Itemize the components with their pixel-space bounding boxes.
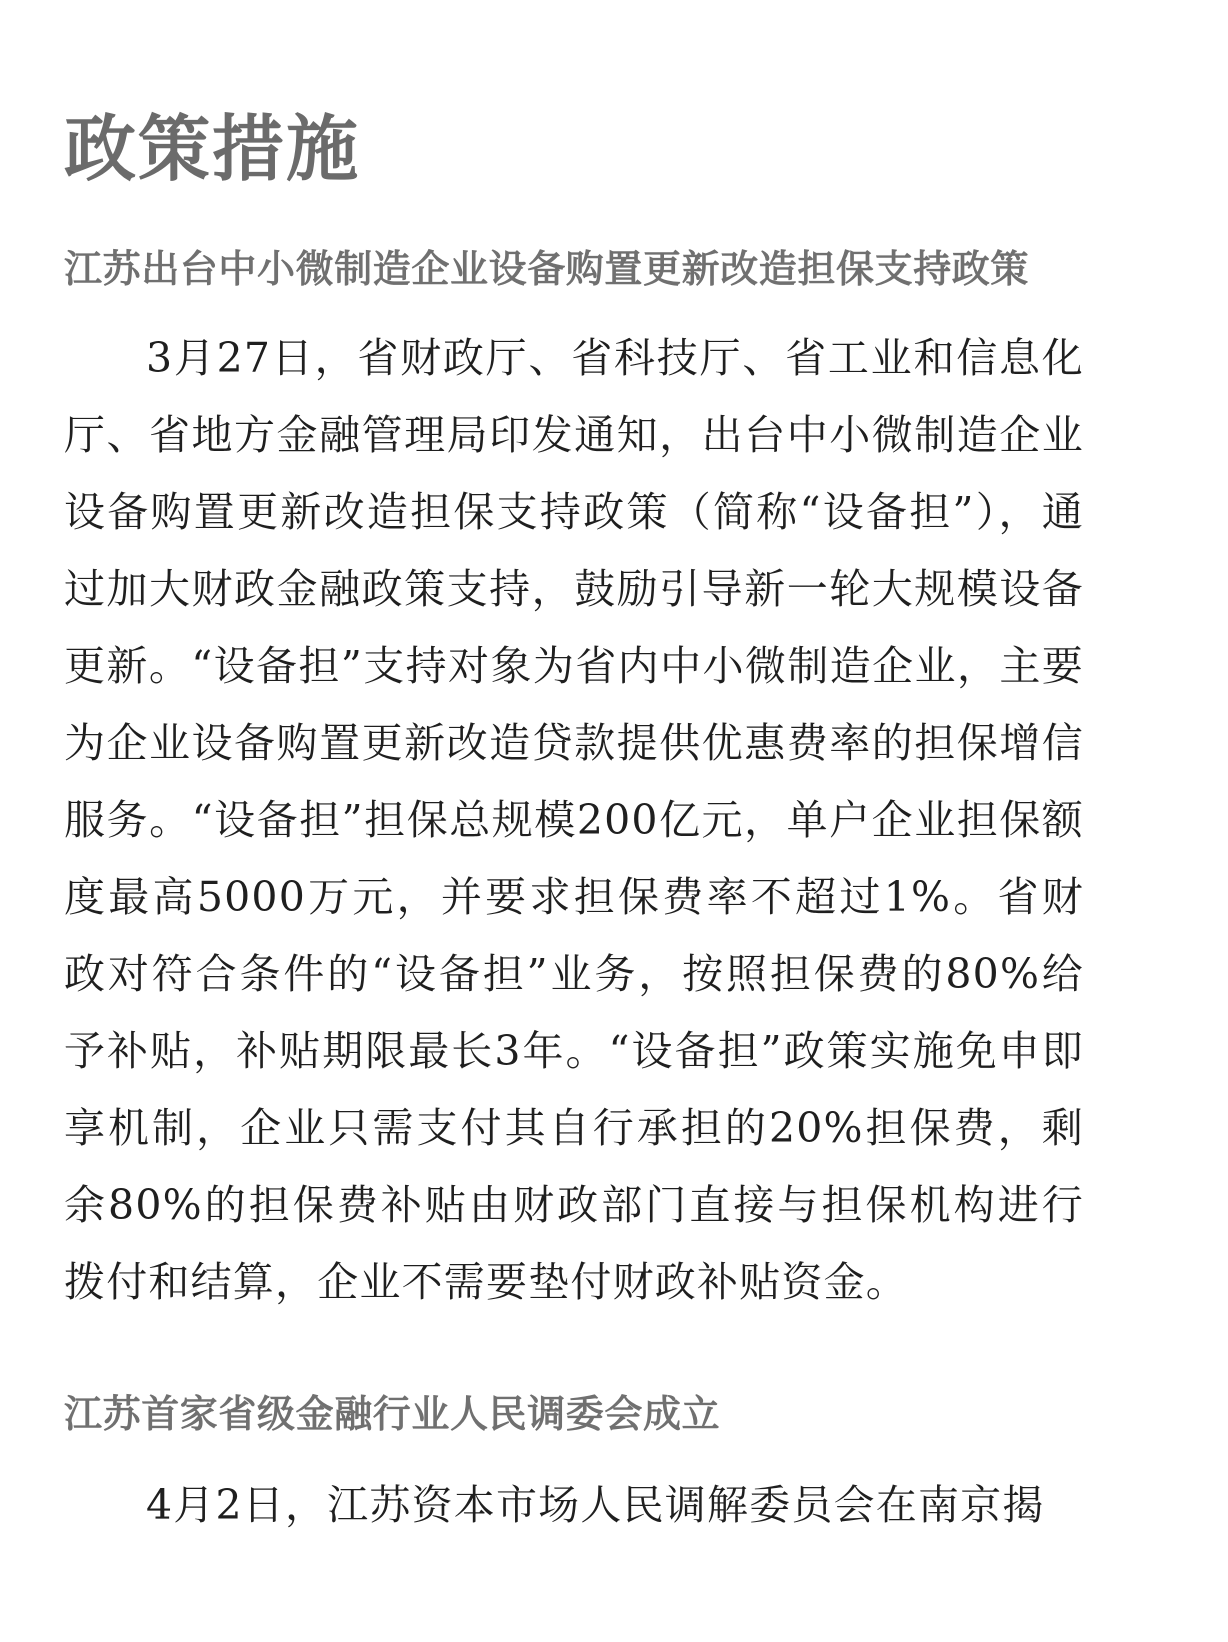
article-body-mediation-committee: 4月2日，江苏资本市场人民调解委员会在南京揭 <box>146 1481 1045 1529</box>
section-heading: 政策措施 <box>64 107 361 191</box>
article-title-equipment-guarantee: 江苏出台中小微制造企业设备购置更新改造担保支持政策 <box>64 246 1030 291</box>
article-body-equipment-guarantee: 3月27日，省财政厅、省科技厅、省工业和信息化厅、省地方金融管理局印发通知，出台中小微制造企业设备购置更新改造担保支持政策（简称“设备担”），通过加大财政金融政策支持，鼓励引导新一轮大规模设备更新。“设备担”支持对象为省内中小微制造企业，主要为企业设备购置更新改造贷款提供优惠费率的担保增信服务。“设备担”担保总规模200亿元，单户企业担保额度最高5000万元，并要求担保费率不超过1%。省财政对符合条件的“设备担”业务，按照担保费的80%给予补贴，补贴期限最长3年。“设备担”政策实施免申即享机制，企业只需支付其自行承担的20%担保费，剩余80%的担保费补贴由财政部门直接与担保机构进行拨付和结算，企业不需要垫付财政补贴资金。 <box>64 334 1084 1306</box>
article-title-mediation-committee: 江苏首家省级金融行业人民调委会成立 <box>64 1391 721 1436</box>
